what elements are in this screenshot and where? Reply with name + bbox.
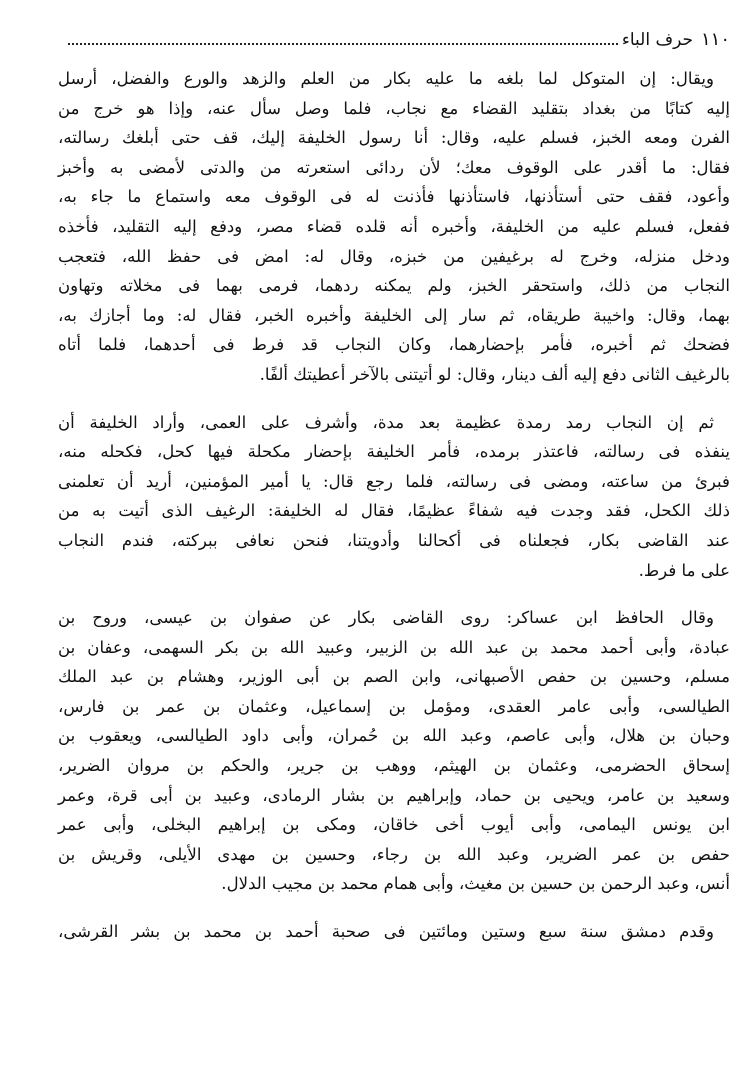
header-leader-dots: [68, 43, 618, 45]
text-line: الطيالسى، وأبى عامر العقدى، ومؤمل بن إسماعيل، وعثمان بن عمر بن فارس،: [58, 696, 730, 716]
text-line: وقال الحافظ ابن عساكر: روى القاضى بكار عن صفوان بن عيسى، وروح بن: [58, 608, 714, 628]
text-line: على ما فرط.: [638, 560, 730, 580]
text-line: وسعيد بن عامر، ويحيى بن حماد، وإبراهيم بن بشار الرمادى، وعبيد بن أبى قرة، وعمر: [58, 785, 730, 805]
page-number: ١١٠: [700, 29, 730, 50]
page: [58, 28, 730, 965]
text-line: ابن يونس اليمامى، وأبى أيوب أخى خاقان، ومكى بن إبراهيم البخلى، وأبى عمر: [58, 815, 730, 835]
text-line: ويقال: إن المتوكل لما بلغه ما عليه بكار من العلم والزهد والورع والفضل، أرسل: [58, 69, 714, 88]
text-line: ينفذه فى رسالته، فاعتذر برمده، فأمر الخليفة بإحضار مكحلة فيها كحل، فكحله منه،: [58, 442, 730, 462]
text-line: فضحك ثم أخبره، فأمر بإحضارهما، وكان النجاب قد فرط فى أحدهما، فلما أتاه: [58, 335, 730, 355]
text-line: حفص بن عمر الضرير، وعبد الله بن رجاء، وحسين بن مهدى الأيلى، وقريش بن: [58, 844, 730, 864]
text-line: ففعل، فسلم عليه من الخليفة، وأخبره أنه قلده قضاء مصر، ودفع إليه التقليد، فأخذه: [58, 216, 730, 236]
text-line: وحبان بن هلال، وأبى عاصم، وعبد الله بن حُمران، وأبى داود الطيالسى، ويعقوب بن: [58, 726, 730, 746]
text-line: فبرئ من ساعته، ومضى فى رسالته، فلما رجع قال: يا أمير المؤمنين، أريد أن تعلمنى: [58, 471, 730, 491]
paragraph-2: [58, 408, 730, 586]
text-line: إليه كتابًا من بغداد بتقليد القضاء مع نجاب، فلما وصل سأل عنه، وإذا هو خرج من: [58, 98, 730, 118]
text-line: عبادة، وأبى أحمد محمد بن عبد الله بن الزبير، وعبيد الله بن بكر السهمى، وعفان بن: [58, 637, 730, 657]
paragraph-4: [58, 917, 730, 947]
text-line: وأعود، فقف حتى أستأذنها، فاستأذنها فأذنت له فى الوقوف معه واستماع ما جاء به،: [58, 187, 730, 207]
text-line: ثم إن النجاب رمد رمدة عظيمة بعد مدة، وأشرف على العمى، وأراد الخليفة أن: [58, 412, 714, 432]
text-line: فقال: ما أقدر على الوقوف معك؛ لأن ردائى استعرته من والدتى لأمضى به وأخبز: [58, 157, 730, 177]
running-header: [58, 28, 730, 52]
text-line: ذلك الكحل، فقد وجدت فيه شفاءً عظيمًا، فقال له الخليفة: الرغيف الذى أتيت به من: [58, 501, 730, 521]
text-line: أنس، وعبد الرحمن بن حسين بن مغيث، وأبى همام محمد بن مجيب الدلال.: [221, 874, 730, 894]
paragraph-1: [58, 64, 730, 390]
text-line: بالرغيف الثانى دفع إليه ألف دينار، وقال: لو أتيتنى بالآخر أعطيتك ألفًا.: [259, 364, 730, 384]
text-line: إسحاق الحضرمى، وعثمان بن الهيثم، ووهب بن جرير، والحكم بن مروان الضرير،: [58, 756, 730, 776]
text-line: بهما، وقال: واخيبة طريقاه، ثم سار إلى الخليفة وأخبره الخبر، فقال له: وما أجازك به،: [58, 305, 730, 325]
text-line: ودخل منزله، وخرج له برغيفين من خبزه، وقال له: امض فى حفظ الله، فتعجب: [58, 246, 730, 266]
text-line: الفرن ومعه الخبز، فسلم عليه، وقال: أنا رسول الخليفة إليك، قف حتى أبلغك رسالته،: [58, 128, 730, 148]
chapter-title: حرف الباء: [621, 30, 693, 50]
text-line: مسلم، وحسين بن حفص الأصبهانى، وابن الصم بن أبى الوزير، وهشام بن عبد الملك: [58, 667, 730, 687]
text-line: عند القاضى بكار، فجعلناه فى أكحالنا وأدويتنا، فنحن نعافى ببركته، فندم النجاب: [58, 530, 730, 550]
text-line: النجاب من ذلك، واستحقر الخبز، ولم يمكنه ردهما، فرمى بهما فى مخلاته وتهاون: [58, 276, 730, 296]
text-line: وقدم دمشق سنة سبع وستين ومائتين فى صحبة أحمد بن محمد بن بشر القرشى،: [58, 922, 714, 942]
paragraph-3: [58, 603, 730, 899]
